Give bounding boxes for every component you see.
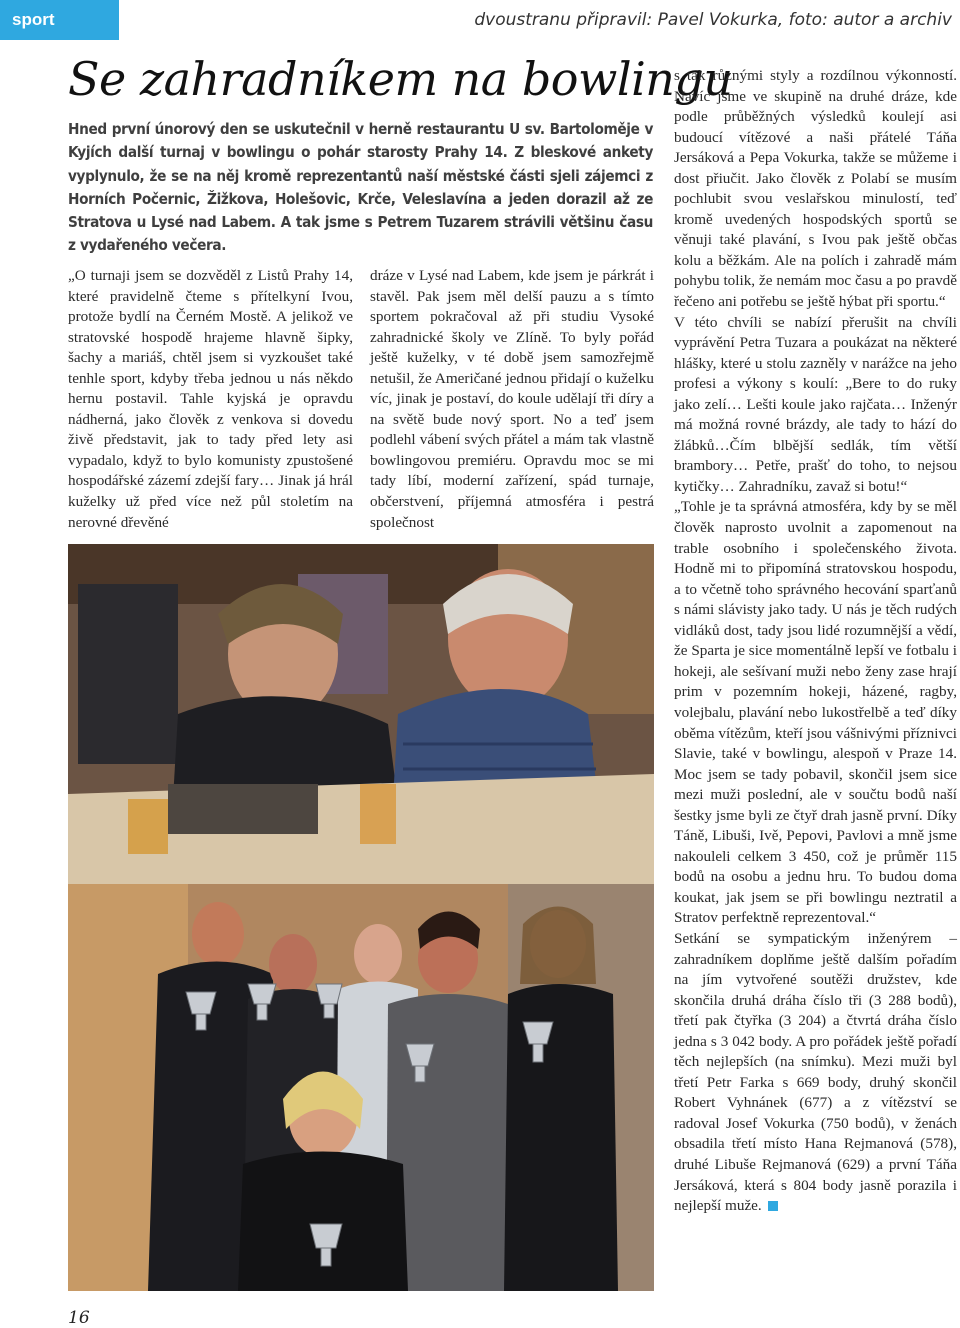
beer-glass xyxy=(360,784,396,844)
paragraph: dráze v Lysé nad Labem, kde jsem je párkrát i stavěl. Pak jsem měl delší pauzu a s tímto sportem pokračoval až při studiu Vysoké zahradnické školy ve Zlíně. To byly pořád ještě kuželky, v té době jsem samozřejmě netušil, že Američané jednou přidají o kuželku víc, jinak je postaví, do koule udělají tři díry a na světě bude nový sport. No a teď jsem podlehl vábení svých přátel a mám tak vlastně bowlingovou premiéru. Opravdu moc se mi tady líbí, moderní zařízení, spád turnaje, občerstvení, příjemná atmosféra i pestrá společnost xyxy=(370,267,654,531)
paragraph-last xyxy=(674,929,957,1217)
person-hair xyxy=(520,907,596,985)
article-title: Se zahradníkem na bowlingu xyxy=(68,52,733,106)
article-lead xyxy=(68,118,653,258)
section-label: sport xyxy=(0,0,119,40)
page-number: 16 xyxy=(68,1308,90,1328)
article-photo xyxy=(68,544,654,1291)
person-head xyxy=(192,902,244,966)
paragraph: „Tohle je ta správná atmosféra, kdy by se měl člověk naprosto uvolnit a zapomenout na trable osobního i společenského života. Hodně mi to připomíná stratovskou hospodu, a to včetně toho správného hecování sparťanů s námi slávisty jako tady. U nás je těch rudých vidláků dost, tady jsou lidé rozumnější a vědí, že Sparta je sice momentálně lepší ve fotbalu i hokeji, ale sešívaní muži nebo ženy zase hrají prim v pozemním hokeji, házené, ragby, volejbalu, plavání nebo lukostřelbě a teď díky oběma vítězům, kteří jsou vášnivými příznivci Slavie, také v bowlingu, alespoň v Praze 14. Moc jsem se tady pobavil, skončil jsem sice mezi muži poslední, ale v součtu bodů naší šestky jsme byli ze čtyř drah jasně první. Díky Táně, Libuši, Ivě, Pepovi, Pavlovi a mně jsme nakouleli celkem 3 450, což je průměr 115 bodů na osobu a jednu hru. To budou doma koukat, jak jsem se při bowlingu neztratil a Stratov perfektně reprezentoval.“ xyxy=(674,498,957,927)
paragraph: s tak různými styly a rozdílnou výkonností. Navíc jsme ve skupině na druhé dráze, kde podle průběžných výsledků koulejí asi budoucí vítězové a naši přátelé Táňa Jersáková a Pepa Vokurka, takže se můžeme i dost přiučit. Jako člověk z Polabí se musím pochlubit svou veslařskou minulostí, teď kromě uvedených hospodských sportů se věnuji také plavání, s Ivou pak ještě občas kolu a běžkám. Ale na polích i zahradě mám pohybu tolik, že nemám moc času a po pravdě řečeno ani potřebu se ještě hýbat při sportu.“ xyxy=(674,67,957,311)
body-column-1 xyxy=(68,266,353,533)
person-body xyxy=(238,1152,408,1292)
paragraph: V této chvíli se nabízí přerušit na chvíli vyprávění Petra Tuzara a poukázat na některé hlášky, které u stolu zazněly v narážce na jeho profesi a výkony s koulí: „Bere to do ruky jako zelí… Lešti koule jako rajčata… Inženýr má možná rovné brázdy, ale tady to hází do žlábků…Čím blbější sedlák, tím větší brambory… Petře, prašť do toho, to nejsou kytičky… Zahradníku, zavaž si botu!“ xyxy=(674,313,957,495)
end-mark-icon xyxy=(768,1201,778,1211)
lead-text: Hned první únorový den se uskutečnil v herně restaurantu U sv. Bartoloměje v Kyjích další turnaj v bowlingu o pohár starosty Prahy 14. Z bleskové ankety vyplynulo, že se na něj kromě reprezentantů naší městské části sjeli zájemci z Horních Počernic, Žižkova, Holešovic, Krče, Veleslavína a jeden dorazil až ze Stratova u Lysé nad Labem. A tak jsme s Petrem Tuzarem strávili většinu času z vydařeného večera. xyxy=(68,120,653,255)
paragraph: „O turnaji jsem se dozvěděl z Listů Prahy 14, které pravidelně čteme s přítelkyní Ivou, protože bydlí na Černém Mostě. A jelikož ve stratovské hospodě hrajeme hlavně šipky, šachy a mariáš, chtěl jsem si vyzkoušet také tenhle sport, kdyby třeba jednou u nás někdo hernu postavil. Tahle kyjská je opravdu nádherná, jako člověk z venkova si dovedu živě představit, jak to tady před lety asi vypadalo, když to bylo komunisty zpustošené hospodářské zázemí zdejší fary… Jinak já hrál kuželky už před více než půl stoletím na nerovné dřevěné xyxy=(68,267,353,531)
body-column-2 xyxy=(370,266,654,533)
background-person xyxy=(78,584,178,764)
paragraph-text: Setkání se sympatickým inženýrem – zahradníkem doplňme ještě dalším pořadím na jím vytvořené soutěži družstev, kde skončila druhá dráha číslo tři (3 288 bodů), třetí pak čtyřka (3 204) a čtvrtá dráha číslo jedna s 3 042 body. A pro pořádek ještě pořadí těch nejlepších (na snímku). Mezi muži byl třetí Petr Farka s 669 body, druhý skončil Robert Vyhnánek (677) a z vítězství se radoval Josef Vokurka (750 bodů), v ženách obsadila třetí místo Hana Rejmanová (578), druhé Libuše Rejmanová (629) a první Táňa Jersáková, která s 804 body jasně porazila i nejlepší muže. xyxy=(674,929,957,1215)
person-head xyxy=(354,924,402,984)
body-column-3 xyxy=(674,66,957,1217)
photo-credit: dvoustranu připravil: Pavel Vokurka, foto: autor a archiv xyxy=(474,10,952,30)
person-body xyxy=(504,984,618,1291)
handbag xyxy=(168,784,318,834)
beer-glass xyxy=(128,799,168,854)
photo-illustration xyxy=(68,544,654,1291)
